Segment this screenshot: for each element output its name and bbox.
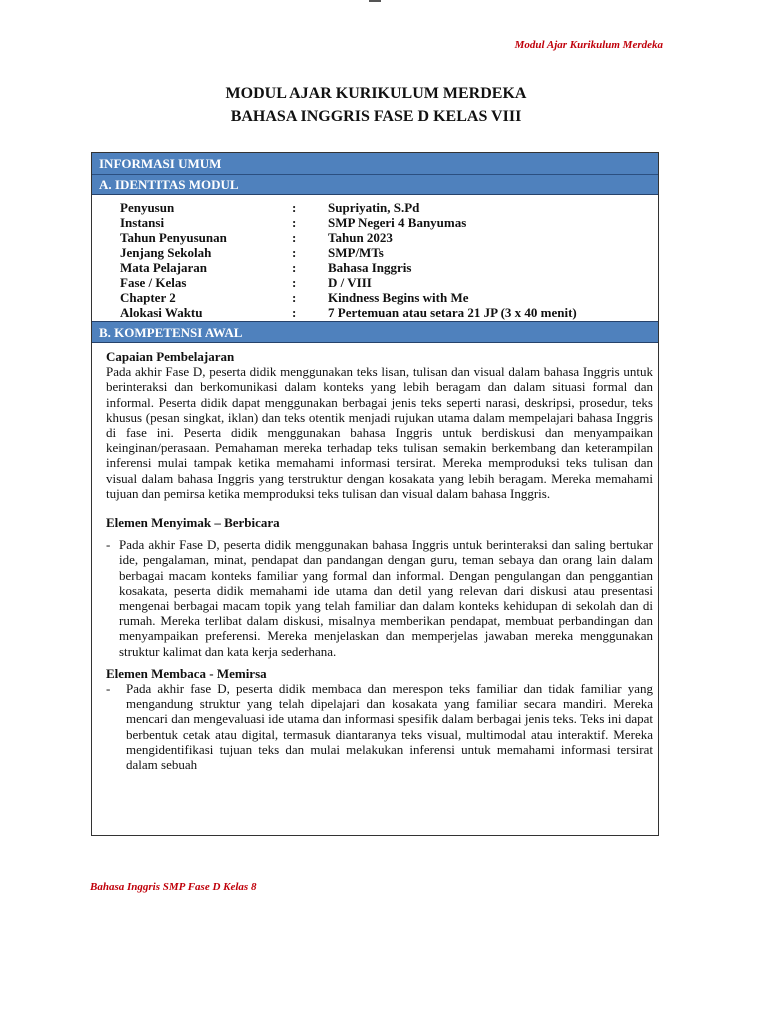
identitas-label: Chapter 2 <box>120 290 176 305</box>
document-subtitle: BAHASA INGGRIS FASE D KELAS VIII <box>230 108 522 125</box>
identitas-colon: : <box>292 260 297 275</box>
identitas-label: Tahun Penyusunan <box>120 230 227 245</box>
section-bar-identitas-modul: A. IDENTITAS MODUL <box>92 175 658 195</box>
kompetensi-content <box>106 349 653 772</box>
membaca-paragraph: Pada akhir fase D, peserta didik membaca dan merespon teks familiar dan tidak familiar yang mengandung struktur yang telah dipelajari dan kosakata yang familiar secara mandiri. Mereka mencari dan mengevaluasi ide utama dan informasi spesifik dalam berbagai jenis teks. Teks ini dapat berbentuk cetak atau digital, termasuk diantaranya teks visual, multimodal atau interaktif. Mereka mengidentifikasi tujuan teks dan mulai melakukan inferensi untuk memahami informasi tersirat dalam sebuah <box>126 681 653 773</box>
identitas-label: Instansi <box>120 215 165 230</box>
identitas-colon: : <box>292 200 297 215</box>
identitas-label: Penyusun <box>120 200 175 215</box>
identitas-value: Kindness Begins with Me <box>328 290 469 305</box>
identitas-colon: : <box>292 275 297 290</box>
identitas-label: Fase / Kelas <box>120 275 187 290</box>
identitas-value: Tahun 2023 <box>328 230 393 245</box>
running-footer: Bahasa Inggris SMP Fase D Kelas 8 <box>90 881 257 893</box>
identitas-value: Supriyatin, S.Pd <box>328 200 420 215</box>
identitas-value: SMP Negeri 4 Banyumas <box>328 215 467 230</box>
membaca-list-item <box>106 681 653 772</box>
identitas-colon: : <box>292 245 297 260</box>
identitas-label: Mata Pelajaran <box>120 260 208 275</box>
identitas-label: Alokasi Waktu <box>120 305 203 320</box>
menyimak-list-item <box>106 537 653 659</box>
list-dash: - <box>106 537 111 553</box>
identitas-value: 7 Pertemuan atau setara 21 JP (3 x 40 menit) <box>328 305 577 320</box>
identitas-label: Jenjang Sekolah <box>120 245 212 260</box>
identitas-colon: : <box>292 215 297 230</box>
menyimak-heading: Elemen Menyimak – Berbicara <box>106 515 280 531</box>
identitas-value: D / VIII <box>328 275 372 290</box>
identitas-colon: : <box>292 290 297 305</box>
membaca-heading: Elemen Membaca - Memirsa <box>106 665 267 681</box>
menyimak-paragraph: Pada akhir Fase D, peserta didik menggunakan bahasa Inggris untuk berinteraksi dan saling bertukar ide, pengalaman, minat, pendapat dan pandangan dengan guru, teman sebaya dan orang lain dalam berbagai macam konteks familiar yang formal dan informal. Dengan pengulangan dan penggantian kosakata, peserta didik memahami ide utama dan detil yang relevan dari diskusi atau presentasi mengenai berbagai macam topik yang telah familiar dan dalam konteks kehidupan di sekolah dan di rumah. Mereka terlibat dalam diskusi, misalnya memberikan pendapat, membuat perbandingan dan menyampaikan preferensi. Mereka menjelaskan dan memperjelas jawaban mereka menggunakan struktur kalimat dan kata kerja sederhana. <box>119 537 653 659</box>
identitas-value: Bahasa Inggris <box>328 260 412 275</box>
capaian-paragraph: Pada akhir Fase D, peserta didik menggunakan teks lisan, tulisan dan visual dalam bahasa Inggris untuk berinteraksi dan berkomunikasi dalam konteks yang lebih beragam dan dalam situasi formal dan informal. Peserta didik dapat menggunakan berbagai jenis teks seperti narasi, deskripsi, prosedur, teks khusus (pesan singkat, iklan) dan teks otentik menjadi rujukan utama dalam mempelajari bahasa Inggris di fase ini. Peserta didik menggunakan bahasa Inggris untuk berdiskusi dan menyampaikan keinginan/perasaan. Pemahaman mereka terhadap teks tulisan semakin berkembang dan keterampilan inferensi mulai tampak ketika memahami informasi tersirat. Mereka memproduksi teks tulisan dan visual dalam bahasa Inggris yang terstruktur dengan kosakata yang lebih beragam. Mereka memahami tujuan dan pemirsa ketika memproduksi teks tulisan dan visual dalam bahasa Inggris. <box>106 364 653 501</box>
identitas-colon: : <box>292 305 297 320</box>
section-bar-informasi-umum: INFORMASI UMUM <box>92 153 658 175</box>
running-header: Modul Ajar Kurikulum Merdeka <box>514 39 663 51</box>
identitas-value: SMP/MTs <box>328 245 384 260</box>
document-title: MODUL AJAR KURIKULUM MERDEKA <box>225 85 527 102</box>
section-bar-kompetensi-awal: B. KOMPETENSI AWAL <box>92 321 658 343</box>
list-dash: - <box>106 681 111 697</box>
capaian-heading: Capaian Pembelajaran <box>106 349 235 364</box>
identitas-colon: : <box>292 230 297 245</box>
top-mark <box>369 0 381 2</box>
